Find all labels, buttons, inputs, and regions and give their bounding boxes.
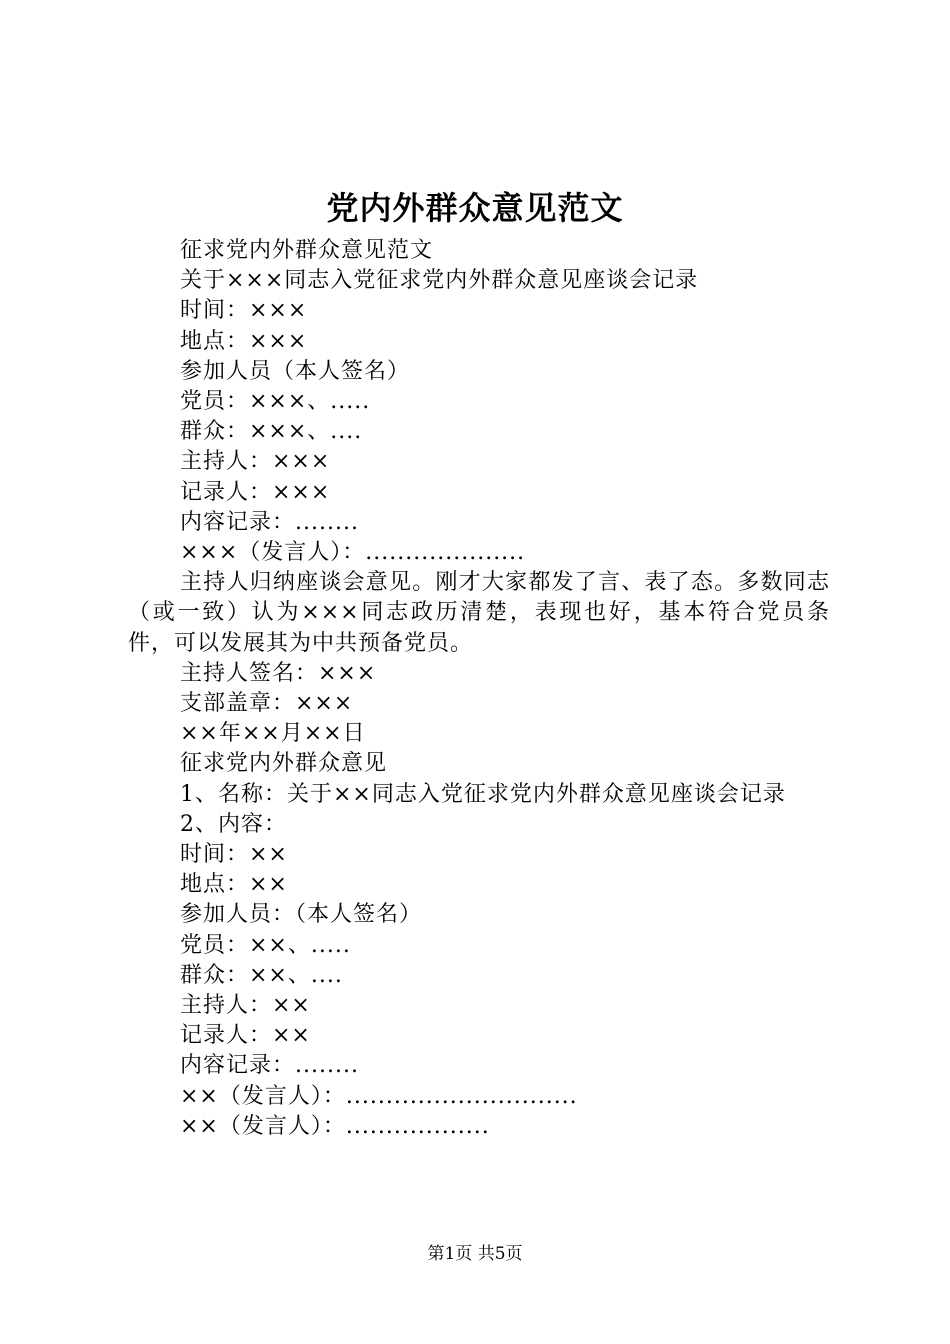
text-line: 主持人：×× [180, 993, 311, 1019]
text-line: ××（发言人）：.................. [180, 1113, 490, 1139]
text-line: 群众：××、.... [180, 962, 343, 988]
summary-paragraph: 主持人归纳座谈会意见。刚才大家都发了言、表了态。多数同志（或一致）认为×××同志政历清楚，表现也好，基本符合党员条件，可以发展其为中共预备党员。 [128, 570, 830, 656]
text-line: 征求党内外群众意见 [180, 751, 388, 777]
text-line: 时间：×× [180, 842, 288, 868]
text-line: 党员：×××、..... [180, 389, 371, 415]
page-number-footer: 第1页 共5页 [427, 1244, 523, 1264]
text-line: 记录人：×× [180, 1023, 311, 1049]
text-line: 地点：×× [180, 872, 288, 898]
text-line: 群众：×××、.... [180, 419, 363, 445]
text-line: 参加人员：（本人签名） [180, 902, 423, 928]
text-line: 征求党内外群众意见范文 [180, 238, 434, 263]
text-line: 内容记录：........ [180, 1053, 359, 1079]
text-line: 记录人：××× [180, 479, 331, 505]
text-line: 主持人签名：××× [180, 660, 377, 686]
text-line: 内容记录：........ [180, 509, 359, 535]
text-line: 2、内容： [180, 811, 287, 837]
document-title: 党内外群众意见范文 [326, 189, 624, 227]
text-line: ××年××月××日 [180, 721, 366, 747]
document-body [128, 236, 830, 1142]
text-line: 党员：××、..... [180, 932, 351, 958]
text-line: 地点：××× [180, 328, 308, 354]
text-line: 关于×××同志入党征求党内外群众意见座谈会记录 [180, 268, 699, 294]
text-line: 时间：××× [180, 298, 308, 324]
text-line: 支部盖章：××× [180, 691, 354, 717]
name-paragraph: 1、名称：关于××同志入党征求党内外群众意见座谈会记录 [180, 781, 786, 807]
text-line: ×××（发言人）：.................... [180, 540, 526, 566]
text-line: 参加人员（本人签名） [180, 358, 411, 384]
text-line: ××（发言人）：............................. [180, 1083, 578, 1109]
text-line: 主持人：××× [180, 449, 331, 475]
